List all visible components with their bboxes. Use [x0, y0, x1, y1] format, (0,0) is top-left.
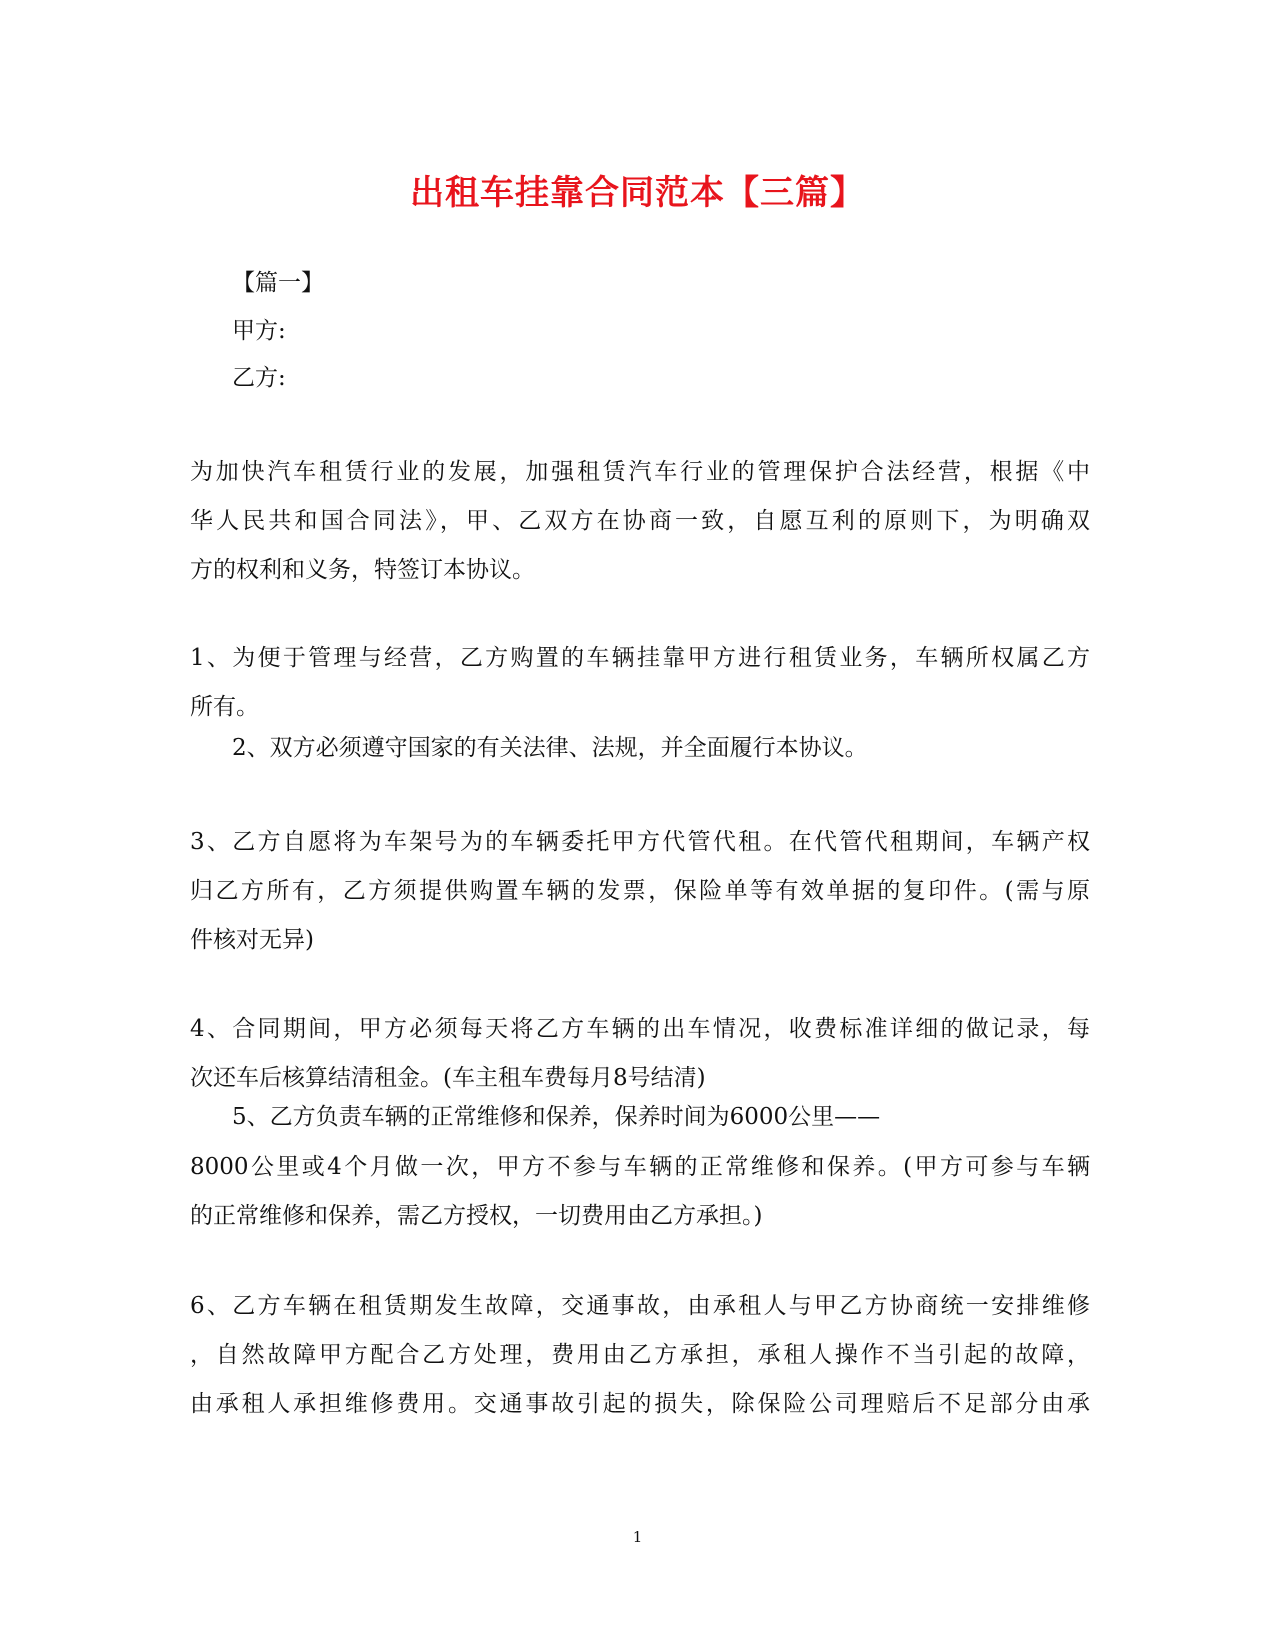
- page-number: 1: [632, 1528, 643, 1546]
- party-a-label: 甲方:: [232, 318, 286, 344]
- clause-line: 6、乙方车辆在租赁期发生故障，交通事故，由承租人与甲乙方协商统一安排维修: [190, 1293, 1090, 1319]
- clause-line: 的正常维修和保养，需乙方授权，一切费用由乙方承担。): [190, 1203, 763, 1229]
- section-heading: 【篇一】: [232, 270, 324, 296]
- clause-3: [190, 818, 1090, 965]
- clause-1: [190, 634, 1090, 732]
- clause-line: 次还车后核算结清租金。(车主租车费每月8号结清): [190, 1065, 706, 1091]
- clause-line: 所有。: [190, 694, 259, 720]
- intro-line: 方的权利和义务，特签订本协议。: [190, 557, 535, 583]
- clause-line: 3、乙方自愿将为车架号为的车辆委托甲方代管代租。在代管代租期间，车辆产权: [190, 829, 1090, 855]
- clause-5-continued: [190, 1143, 1090, 1241]
- clause-line: 件核对无异): [190, 927, 314, 953]
- clause-5-first-line: 5、乙方负责车辆的正常维修和保养，保养时间为6000公里——: [232, 1104, 881, 1130]
- clause-line: 归乙方所有，乙方须提供购置车辆的发票，保险单等有效单据的复印件。(需与原: [190, 878, 1090, 904]
- clause-4: [190, 1005, 1090, 1103]
- clause-6: [190, 1282, 1090, 1429]
- party-b-label: 乙方:: [232, 365, 286, 391]
- clause-line: ，自然故障甲方配合乙方处理，费用由乙方承担，承租人操作不当引起的故障，: [190, 1342, 1090, 1368]
- intro-line: 华人民共和国合同法》，甲、乙双方在协商一致，自愿互利的原则下，为明确双: [190, 508, 1090, 534]
- document-title: 出租车挂靠合同范本【三篇】: [410, 173, 865, 213]
- clause-line: 8000公里或4个月做一次，甲方不参与车辆的正常维修和保养。(甲方可参与车辆: [190, 1154, 1090, 1180]
- intro-paragraph: [190, 448, 1090, 595]
- intro-line: 为加快汽车租赁行业的发展，加强租赁汽车行业的管理保护合法经营，根据《中: [190, 459, 1090, 485]
- clause-line: 4、合同期间，甲方必须每天将乙方车辆的出车情况，收费标准详细的做记录，每: [190, 1016, 1090, 1042]
- clause-line: 1、为便于管理与经营，乙方购置的车辆挂靠甲方进行租赁业务，车辆所权属乙方: [190, 645, 1090, 671]
- clause-2: 2、双方必须遵守国家的有关法律、法规，并全面履行本协议。: [232, 735, 868, 761]
- clause-line: 由承租人承担维修费用。交通事故引起的损失，除保险公司理赔后不足部分由承: [190, 1391, 1090, 1417]
